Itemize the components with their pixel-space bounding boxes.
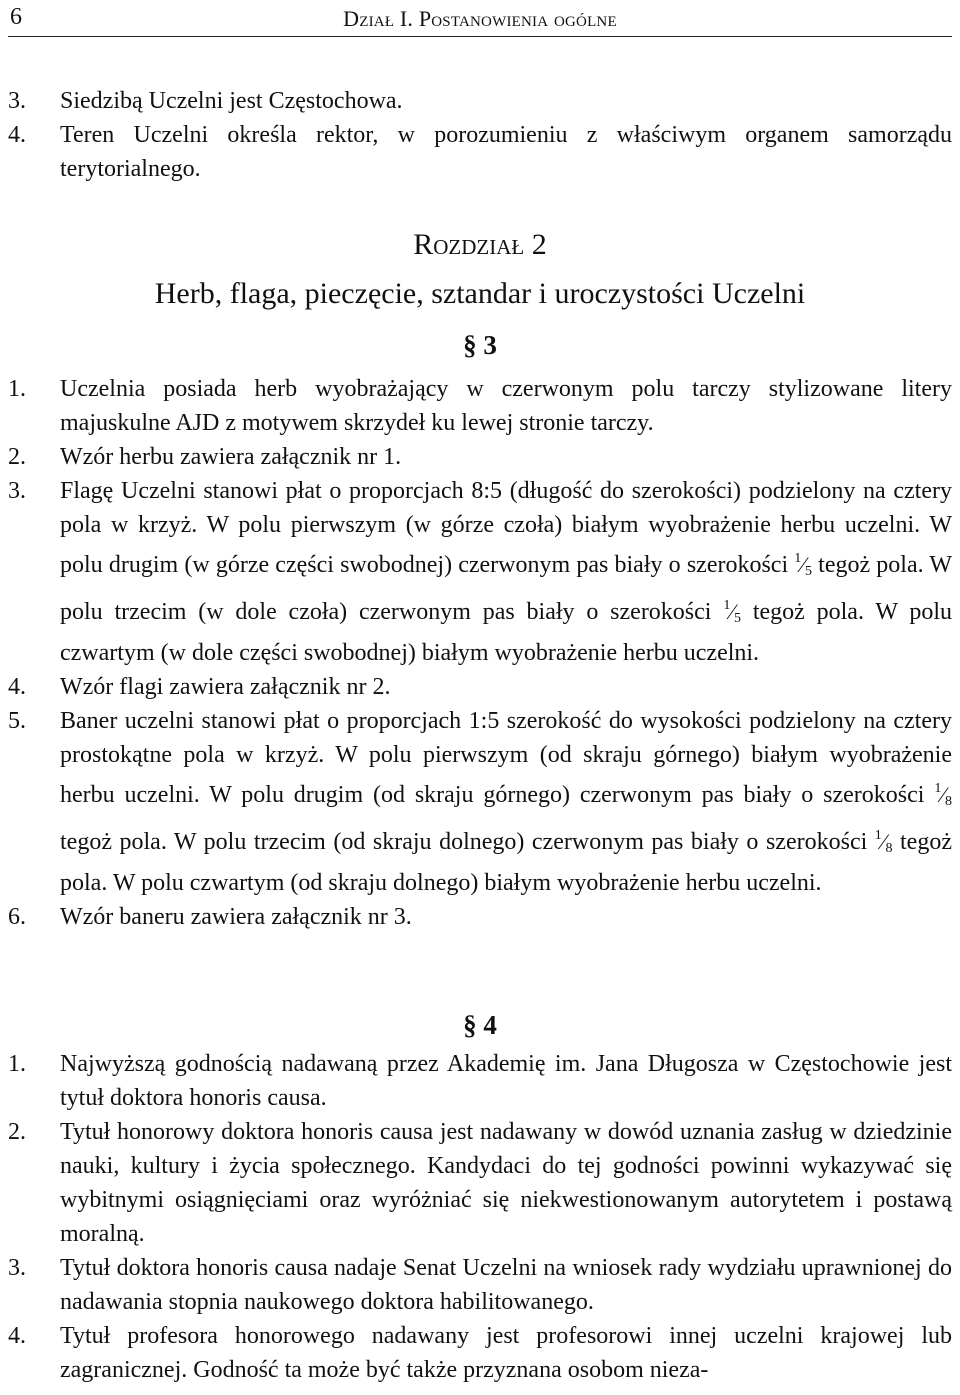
item-number: 5. (8, 708, 26, 734)
item-number: 2. (8, 1119, 26, 1145)
item-text: Wzór flagi zawiera załącznik nr 2. (60, 674, 391, 700)
item-text: Uczelnia posiada herb wyobrażający w czerwonym polu tarczy stylizowane litery majuskulne AJD z motywem skrzydeł ku lewej stronie tarczy. (60, 376, 952, 436)
item-text-part: tegoż pola. W polu trzecim (od skraju dolnego) czerwonym pas biały o szerokości (60, 829, 868, 855)
fraction-denominator: 8 (885, 841, 893, 856)
list-item (8, 1115, 952, 1251)
item-text: Wzór baneru zawiera załącznik nr 3. (60, 904, 412, 930)
item-number: 4. (8, 1323, 26, 1349)
list-item (8, 704, 952, 900)
item-number: 3. (8, 478, 26, 504)
item-text: Teren Uczelni określa rektor, w porozumieniu z właściwym organem samorządu terytorialnego. (60, 122, 952, 182)
fraction-denominator: 5 (734, 611, 741, 626)
fraction: $^1⁄_5$ (794, 551, 812, 579)
item-text: Tytuł doktora honoris causa nadaje Senat Uczelni na wniosek rady wydziału uprawnionej do nadawania stopnia naukowego doktora habilitowanego. (60, 1255, 952, 1315)
item-number: 6. (8, 904, 26, 930)
item-number: 2. (8, 444, 26, 470)
section-3-list (8, 372, 952, 934)
item-number: 1. (8, 376, 26, 402)
page-header (8, 0, 952, 37)
chapter-title: Rozdział 2 (413, 228, 547, 261)
item-text: Wzór herbu zawiera załącznik nr 1. (60, 444, 402, 470)
item-number: 4. (8, 674, 26, 700)
item-text: Tytuł honorowy doktora honoris causa jest nadawany w dowód uznania zasług w dziedzinie nauki, kultury i życia społecznego. Kandydaci do tej godności powinni wykazywać się wybitnymi osiągnięciami oraz wyróżniać się niekwestionowanym autorytetem i postawą moralną. (60, 1119, 952, 1247)
fraction: $^1⁄_8$ (934, 781, 952, 809)
item-text-part: Flagę Uczelni stanowi płat o proporcjach 8:5 (długość do szerokości) podzielony na cztery pola w krzyż. W polu pierwszym (w górze czoła) białym wyobrażenie herbu uczelni. W polu drugim (w górze części swobodnej) czerwonym pas biały o szerokości (60, 478, 952, 578)
fraction-numerator: 1 (794, 551, 802, 566)
item-text: Najwyższą godnością nadawaną przez Akademię im. Jana Długosza w Częstochowie jest tytuł doktora honoris causa. (60, 1051, 952, 1111)
list-item (8, 474, 952, 670)
intro-list (8, 84, 952, 186)
section-mark-3: § 3 (463, 330, 497, 360)
page-number: 6 (10, 4, 22, 30)
section-4-list (8, 1047, 952, 1387)
list-item (8, 372, 952, 440)
chapter-subtitle: Herb, flaga, pieczęcie, sztandar i uroczystości Uczelni (154, 277, 806, 310)
item-number: 3. (8, 88, 26, 114)
list-item (8, 1319, 952, 1387)
list-item (8, 118, 952, 186)
list-item (8, 440, 952, 474)
fraction-numerator: 1 (723, 598, 731, 613)
item-text-part: tegoż pola. W polu trzecim (w dole czoła) czerwonym pas biały o szerokości (60, 552, 953, 625)
item-number: 4. (8, 122, 26, 148)
section-mark-4: § 4 (463, 1010, 497, 1040)
item-text: Siedzibą Uczelni jest Częstochowa. (60, 88, 403, 114)
fraction: $^1⁄_8$ (874, 828, 893, 856)
list-item (8, 1251, 952, 1319)
fraction-numerator: 1 (934, 781, 942, 796)
item-text: Tytuł profesora honorowego nadawany jest profesorowi innej uczelni krajowej lub zagranicznej. Godność ta może być także przyznana osobom nieza- (60, 1323, 952, 1383)
list-item (8, 670, 952, 704)
fraction-numerator: 1 (874, 828, 882, 843)
item-text-part: Baner uczelni stanowi płat o proporcjach 1:5 szerokość do wysokości podzielony na cztery prostokątne pola w krzyż. W polu pierwszym (od skraju górnego) białym wyobrażenie herbu uczelni. W polu drugim (od skraju górnego) czerwonym pas biały o szerokości (60, 708, 952, 808)
item-number: 3. (8, 1255, 26, 1281)
list-item (8, 1047, 952, 1115)
fraction: $^1⁄_5$ (723, 598, 741, 626)
item-text-part: tegoż pola. W polu czwartym (od skraju dolnego) białym wyobrażenie herbu uczelni. (60, 829, 952, 896)
fraction-denominator: 8 (945, 794, 952, 809)
list-item (8, 84, 952, 118)
fraction-denominator: 5 (804, 564, 812, 579)
item-number: 1. (8, 1051, 26, 1077)
item-text-part: tegoż pola. W polu czwartym (w dole części swobodnej) białym wyobrażenie herbu uczelni. (60, 599, 953, 666)
list-item (8, 900, 952, 934)
running-head: Dział I. Postanowienia ogólne (343, 6, 617, 31)
